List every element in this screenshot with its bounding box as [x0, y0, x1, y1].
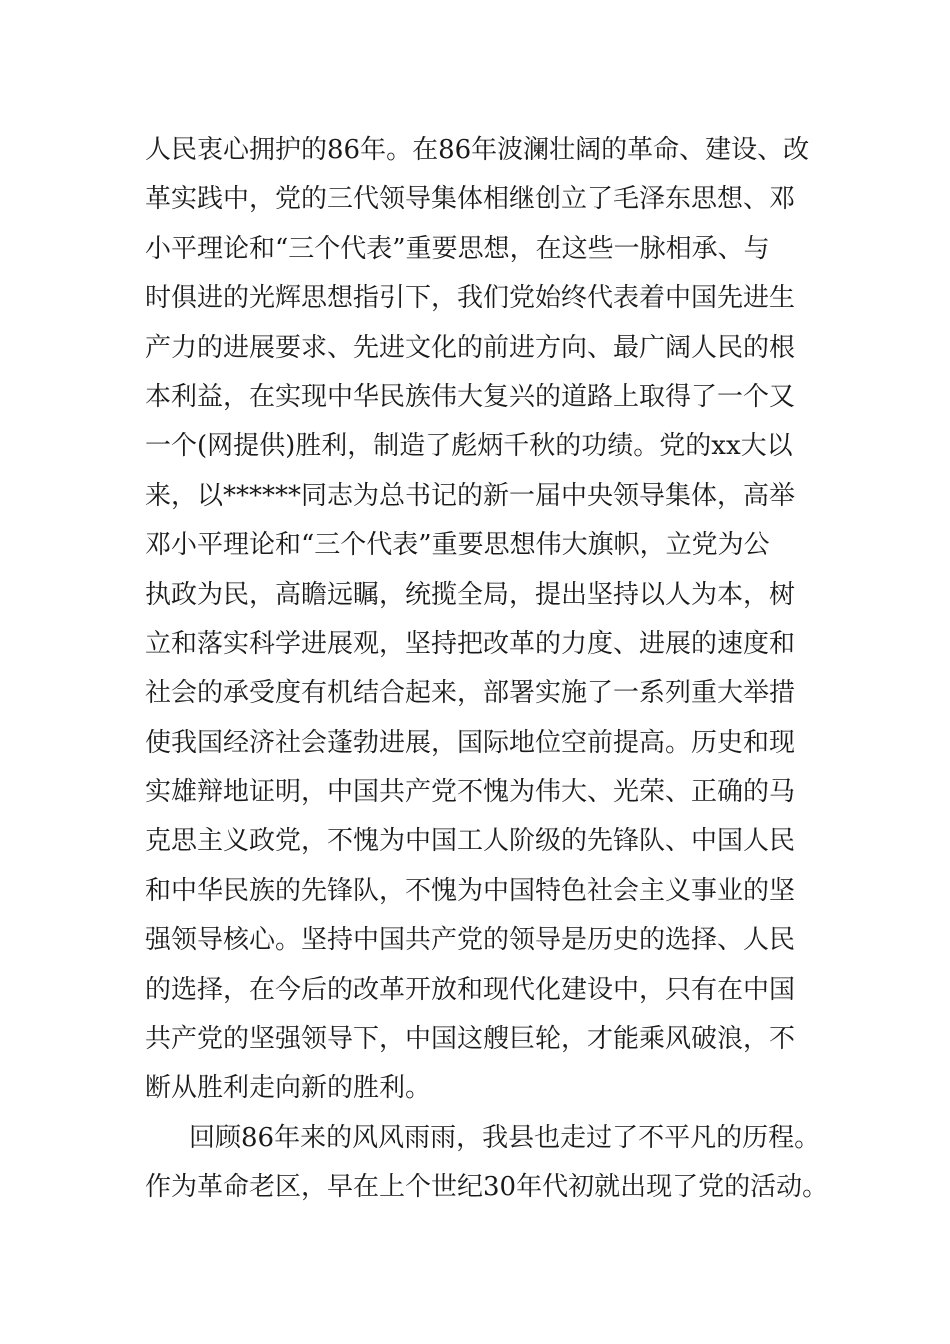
- text-line: 人民衷心拥护的86年。在86年波澜壮阔的革命、建设、改: [145, 135, 810, 165]
- text-line: 和中华民族的先锋队，不愧为中国特色社会主义事业的坚: [145, 875, 796, 906]
- text-line: 断从胜利走向新的胜利。: [145, 1073, 432, 1104]
- text-line: 社会的承受度有机结合起来，部署实施了一系列重大举措: [145, 678, 796, 709]
- text-line: 执政为民，高瞻远瞩，统揽全局，提出坚持以人为本，树: [145, 579, 796, 610]
- text-line: 强领导核心。坚持中国共产党的领导是历史的选择、人民: [145, 925, 796, 956]
- text-line: 革实践中，党的三代领导集体相继创立了毛泽东思想、邓: [145, 184, 796, 215]
- text-line: 共产党的坚强领导下，中国这艘巨轮，才能乘风破浪，不: [145, 1024, 796, 1055]
- text-line: 作为革命老区，早在上个世纪30年代初就出现了党的活动。: [145, 1172, 829, 1203]
- text-line: 时俱进的光辉思想指引下，我们党始终代表着中国先进生: [145, 283, 796, 314]
- text-line: 使我国经济社会蓬勃进展，国际地位空前提高。历史和现: [145, 727, 796, 758]
- text-line: 实雄辩地证明，中国共产党不愧为伟大、光荣、正确的马: [145, 777, 796, 808]
- text-line: 来，以******同志为总书记的新一届中央领导集体，高举: [145, 480, 796, 511]
- text-line: 的选择，在今后的改革开放和现代化建设中，只有在中国: [145, 974, 796, 1005]
- paragraph-start-line: 回顾86年来的风风雨雨，我县也走过了不平凡的历程。: [189, 1122, 821, 1153]
- body-text: [145, 126, 845, 1213]
- text-line: 一个(网提供)胜利，制造了彪炳千秋的功绩。党的xx大以: [145, 431, 793, 462]
- text-line: 小平理论和“三个代表”重要思想，在这些一脉相承、与: [145, 233, 770, 264]
- text-line: 立和落实科学进展观，坚持把改革的力度、进展的速度和: [145, 628, 796, 659]
- text-line: 克思主义政党，不愧为中国工人阶级的先锋队、中国人民: [145, 826, 796, 857]
- text-line: 邓小平理论和“三个代表”重要思想伟大旗帜，立党为公: [145, 530, 770, 561]
- text-line: 产力的进展要求、先进文化的前进方向、最广阔人民的根: [145, 332, 796, 363]
- text-line: 本利益，在实现中华民族伟大复兴的道路上取得了一个又: [145, 381, 796, 412]
